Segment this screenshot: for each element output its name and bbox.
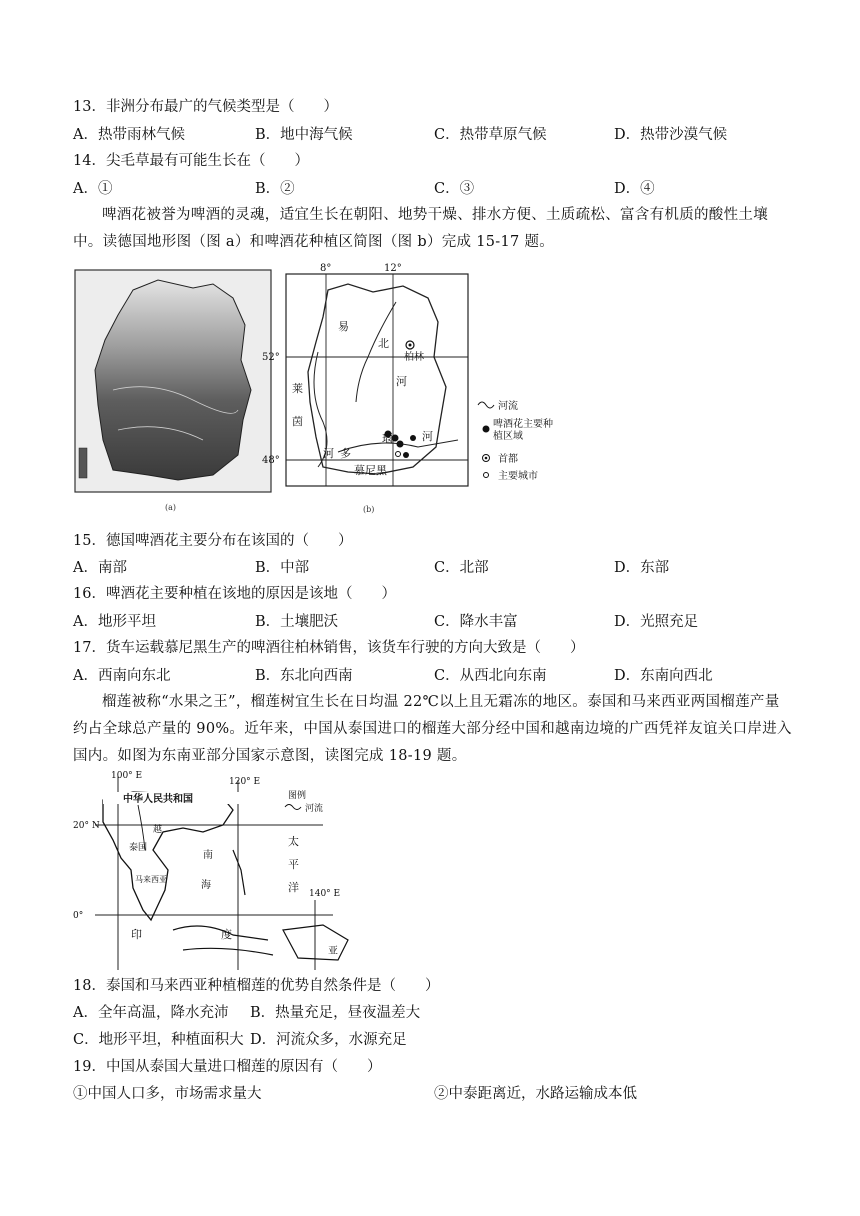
label-yin: 印 (131, 928, 142, 941)
q17-option-c: C．从西北向东南 (434, 668, 547, 684)
river-label-nao: 瑙 (382, 432, 393, 445)
lon-140-label: 140° E (309, 889, 341, 899)
southeast-asia-map (73, 770, 363, 970)
q16-option-d: D．光照充足 (614, 614, 699, 630)
q17-option-b: B．东北向西南 (255, 668, 353, 684)
label-thailand: 泰国 (129, 843, 148, 853)
lon-12-label: 12° (384, 263, 402, 274)
lat-20-label: 20° N (73, 821, 100, 831)
q19-item-1: ①中国人口多，市场需求量大 (73, 1086, 262, 1102)
label-china: 中华人民共和国 (123, 794, 193, 805)
river-label-he3: 河 (422, 430, 433, 443)
river-label-yi: 易 (338, 320, 349, 333)
q15-option-b: B．中部 (255, 560, 310, 576)
legend-river-symbol (478, 402, 494, 408)
q13-option-d: D．热带沙漠气候 (614, 127, 728, 143)
hops-planting-map (262, 262, 553, 517)
legend-river: 河流 (305, 804, 324, 814)
river-label-duo: 多 (340, 447, 351, 460)
passage-durian: 榴莲被称“水果之王”，榴莲树宜生长在日均温 22℃以上且无霜冻的地区。泰国和马来西亚两国榴莲产量约占全球总产量的 90%。近年来，中国从泰国进口的榴莲大部分经中国和越南边境的广西凭祥友谊关口岸进入国内。如图为东南亚部分国家示意图，读图完成 18-19 题。 (73, 694, 792, 764)
label-ya: 亚 (328, 946, 338, 957)
lat-0-label: 0° (73, 911, 84, 921)
label-nan: 南 (203, 850, 213, 861)
lon-100-label: 100° E (111, 771, 143, 781)
q14-stem: 14．尖毛草最有可能生长在（ ） (73, 153, 309, 169)
q15-stem: 15．德国啤酒花主要分布在该国的（ ） (73, 533, 353, 549)
lon-120-label: 120° E (229, 777, 261, 787)
label-malaysia: 马来西亚 (135, 875, 167, 884)
q18-stem: 18．泰国和马来西亚种植榴莲的优势自然条件是（ ） (73, 978, 440, 994)
legend-city-symbol (484, 473, 489, 478)
q14-option-c: C．③ (434, 181, 475, 197)
q15-option-a: A．南部 (73, 560, 127, 576)
label-hai: 海 (201, 880, 211, 891)
q15-option-c: C．北部 (434, 560, 489, 576)
legend-hops: 啤酒花主要种植区域 (493, 419, 553, 442)
legend-hops-symbol (483, 426, 490, 433)
label-yue: 越 (153, 825, 163, 835)
label-tai: 太 (288, 835, 299, 848)
q14-option-a: A．① (73, 181, 113, 197)
city-berlin: 柏林 (404, 352, 424, 363)
lon-8-label: 8° (320, 263, 332, 274)
caption-a: (a) (165, 503, 177, 512)
q16-option-c: C．降水丰富 (434, 614, 518, 630)
label-ping: 平 (288, 858, 299, 871)
q16-stem: 16．啤酒花主要种植在该地的原因是该地（ ） (73, 586, 396, 602)
label-du: 度 (221, 928, 232, 941)
q14-option-b: B．② (255, 181, 295, 197)
q15-option-d: D．东部 (614, 560, 670, 576)
q14-option-d: D．④ (614, 181, 655, 197)
q18-option-a: A．全年高温，降水充沛 (73, 1005, 229, 1021)
q13-option-b: B．地中海气候 (255, 127, 353, 143)
q17-option-d: D．东南向西北 (614, 668, 713, 684)
legend-capital: 首都 (498, 454, 518, 465)
passage-hops: 啤酒花被誉为啤酒的灵魂，适宜生长在朝阳、地势干燥、排水方便、土质疏松、富含有机质的酸性土壤中。读德国地形图（图 a）和啤酒花种植区简图（图 b）完成 15-17 题。 (73, 207, 768, 250)
city-munich: 慕尼黑 (354, 464, 387, 477)
q13-option-c: C．热带草原气候 (434, 127, 547, 143)
river-label-bei: 北 (378, 337, 389, 350)
label-yang: 洋 (288, 881, 299, 894)
q17-stem: 17．货车运载慕尼黑生产的啤酒往柏林销售，该货车行驶的方向大致是（ ） (73, 640, 585, 656)
caption-b: (b) (363, 505, 375, 514)
q18-option-c: C．地形平坦，种植面积大 (73, 1032, 244, 1048)
lat-52-label: 52° (262, 352, 280, 363)
q19-item-2: ②中泰距离近，水路运输成本低 (434, 1086, 637, 1102)
river-label-lai: 莱 (292, 382, 303, 395)
legend-title: 图例 (288, 791, 307, 801)
legend-river: 河流 (498, 401, 518, 412)
lat-48-label: 48° (262, 455, 280, 466)
river-label-he2: 河 (323, 447, 334, 460)
germany-terrain-map (73, 270, 273, 515)
q18-option-b: B．热量充足，昼夜温差大 (250, 1005, 421, 1021)
q16-option-a: A．地形平坦 (73, 614, 156, 630)
q17-option-a: A．西南向东北 (73, 668, 171, 684)
q18-option-d: D．河流众多，水源充足 (250, 1032, 407, 1048)
q16-option-b: B．土壤肥沃 (255, 614, 339, 630)
q19-stem: 19．中国从泰国大量进口榴莲的原因有（ ） (73, 1059, 382, 1075)
river-label-yin: 茵 (292, 415, 303, 428)
q13-option-a: A．热带雨林气候 (73, 127, 185, 143)
q13-stem: 13．非洲分布最广的气候类型是（ ） (73, 99, 338, 115)
legend-city: 主要城市 (498, 471, 538, 482)
river-label-he1: 河 (396, 375, 407, 388)
